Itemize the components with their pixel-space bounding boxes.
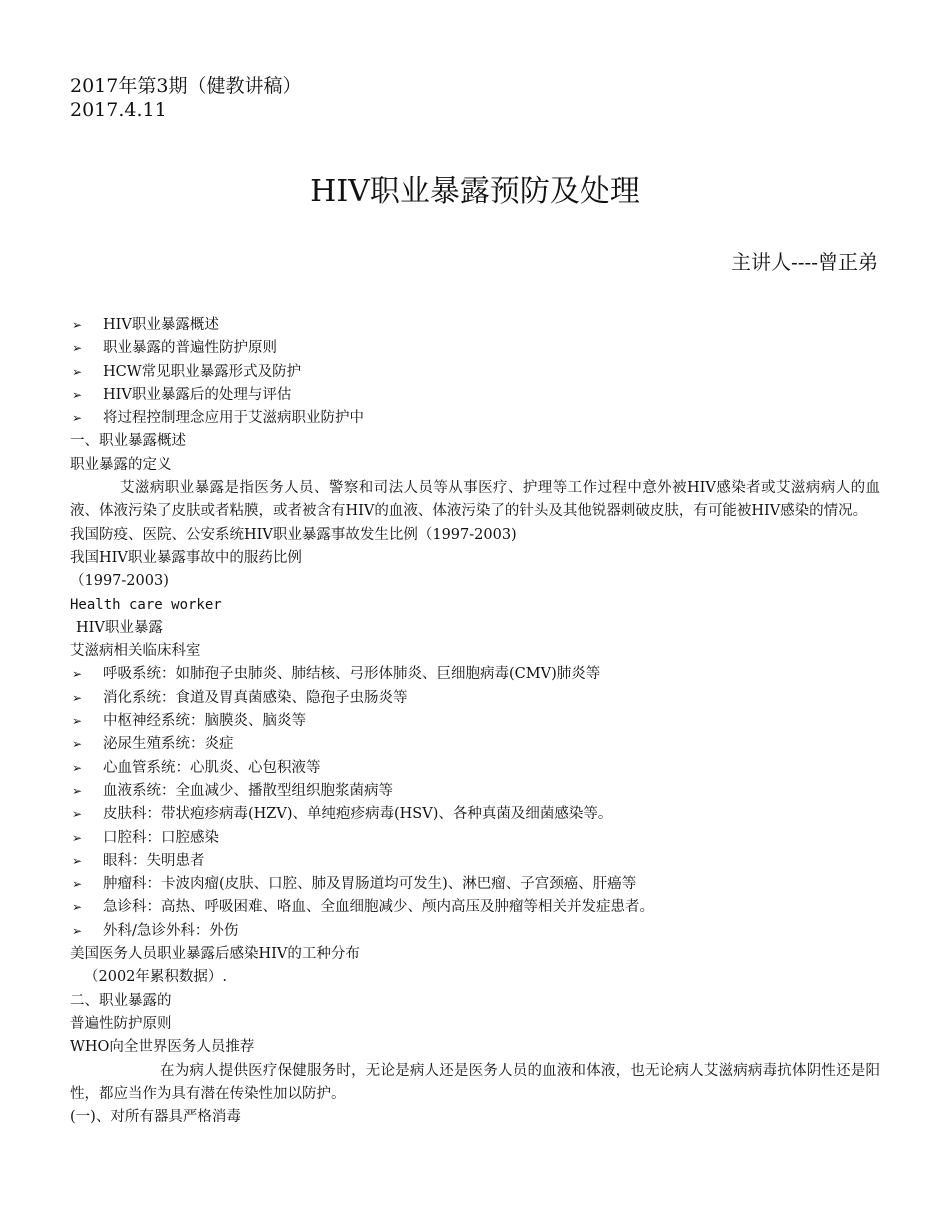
arrowhead-bullet-icon: ➢ <box>72 387 83 402</box>
speaker-line: 主讲人----曾正弟 <box>730 250 878 274</box>
arrowhead-bullet-icon: ➢ <box>72 667 83 682</box>
subheading: 艾滋病相关临床科室 <box>70 643 201 660</box>
list-item: ➢ 口腔科：口腔感染 <box>70 827 880 850</box>
page-title: HIV职业暴露预防及处理 <box>310 174 640 209</box>
arrowhead-bullet-icon: ➢ <box>72 807 83 822</box>
arrowhead-bullet-icon: ➢ <box>72 341 83 356</box>
text-line: Health care worker <box>70 596 222 613</box>
list-item: ➢ 急诊科：高热、呼吸困难、咯血、全血细胞减少、颅内高压及肿瘤等相关并发症患者。 <box>70 896 880 919</box>
outline-list <box>70 314 880 430</box>
list-item: ➢ 消化系统：食道及胃真菌感染、隐孢子虫肠炎等 <box>70 687 880 710</box>
who-paragraph: 在为病人提供医疗保健服务时，无论是病人还是医务人员的血液和体液，也无论病人艾滋病病毒抗体阴性还是阳性，都应当作为具有潜在传染性加以防护。 <box>70 1062 880 1102</box>
text-line: HIV职业暴露 <box>76 619 163 636</box>
subheading: 职业暴露的定义 <box>70 456 172 473</box>
issue-date: 2017.4.11 <box>70 99 167 121</box>
list-item: ➢ HCW常见职业暴露形式及防护 <box>70 361 880 384</box>
text-line: （2002年累积数据）. <box>84 969 228 986</box>
list-item: ➢ 职业暴露的普遍性防护原则 <box>70 337 880 360</box>
arrowhead-bullet-icon: ➢ <box>72 690 83 705</box>
list-item: ➢ 皮肤科：带状疱疹病毒(HZV)、单纯疱疹病毒(HSV)、各种真菌及细菌感染等。 <box>70 803 880 826</box>
arrowhead-bullet-icon: ➢ <box>72 877 83 892</box>
arrowhead-bullet-icon: ➢ <box>72 737 83 752</box>
arrowhead-bullet-icon: ➢ <box>72 900 83 915</box>
subheading: (一)、对所有器具严格消毒 <box>70 1109 241 1126</box>
list-item: ➢ 外科/急诊外科：外伤 <box>70 920 880 943</box>
text-line: 我国防疫、医院、公安系统HIV职业暴露事故发生比例（1997-2003) <box>70 526 517 543</box>
arrowhead-bullet-icon: ➢ <box>72 830 83 845</box>
arrowhead-bullet-icon: ➢ <box>72 760 83 775</box>
arrowhead-bullet-icon: ➢ <box>72 411 83 426</box>
list-item: ➢ 将过程控制理念应用于艾滋病职业防护中 <box>70 407 880 430</box>
arrowhead-bullet-icon: ➢ <box>72 318 83 332</box>
definition-paragraph: 艾滋病职业暴露是指医务人员、警察和司法人员等从事医疗、护理等工作过程中意外被HIV感染者或艾滋病病人的血液、体液污染了皮肤或者粘膜，或者被含有HIV的血液、体液污染了的针头及其他锐器刺破皮肤，有可能被HIV感染的情况。 <box>70 480 880 520</box>
arrowhead-bullet-icon: ➢ <box>72 853 83 868</box>
list-item: ➢ HIV职业暴露后的处理与评估 <box>70 384 880 407</box>
list-item: ➢ 呼吸系统：如肺孢子虫肺炎、肺结核、弓形体肺炎、巨细胞病毒(CMV)肺炎等 <box>70 663 880 686</box>
text-line: 我国HIV职业暴露事故中的服药比例 <box>70 549 302 566</box>
list-item: ➢ 心血管系统：心肌炎、心包积液等 <box>70 757 880 780</box>
subheading: WHO向全世界医务人员推荐 <box>70 1039 255 1056</box>
text-line: （1997-2003) <box>70 573 169 590</box>
list-item: ➢ HIV职业暴露概述 <box>70 314 880 337</box>
arrowhead-bullet-icon: ➢ <box>72 783 83 798</box>
department-list <box>70 663 880 943</box>
arrowhead-bullet-icon: ➢ <box>72 364 83 379</box>
list-item: ➢ 中枢神经系统：脑膜炎、脑炎等 <box>70 710 880 733</box>
text-line: 美国医务人员职业暴露后感染HIV的工种分布 <box>70 946 360 963</box>
section-heading: 一、职业暴露概述 <box>70 433 186 450</box>
arrowhead-bullet-icon: ➢ <box>72 714 83 729</box>
list-item: ➢ 泌尿生殖系统：炎症 <box>70 733 880 756</box>
list-item: ➢ 肿瘤科：卡波肉瘤(皮肤、口腔、肺及胃肠道均可发生)、淋巴瘤、子宫颈癌、肝癌等 <box>70 873 880 896</box>
arrowhead-bullet-icon: ➢ <box>72 923 83 938</box>
issue-header: 2017年第3期（健教讲稿） <box>70 75 302 97</box>
list-item: ➢ 血液系统：全血减少、播散型组织胞浆菌病等 <box>70 780 880 803</box>
list-item: ➢ 眼科：失明患者 <box>70 850 880 873</box>
document-body <box>70 314 880 1129</box>
section-heading: 二、职业暴露的 <box>70 992 172 1009</box>
section-heading: 普遍性防护原则 <box>70 1015 172 1032</box>
